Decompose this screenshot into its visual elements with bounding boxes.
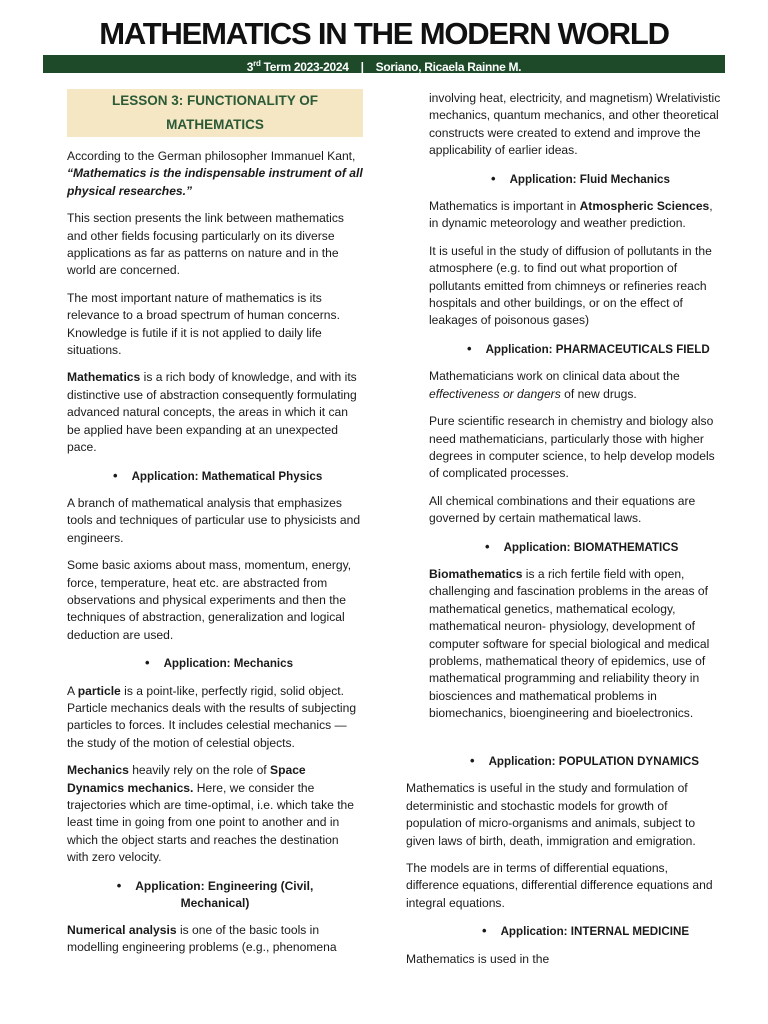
section-heading: • Application: Mathematical Physics	[113, 467, 323, 483]
paragraph: According to the German philosopher Immanuel Kant, “Mathematics is the indispensable instrument of all physical researches.”	[67, 149, 363, 198]
bullet-icon: •	[485, 538, 490, 554]
paragraph: Mathematicians work on clinical data about the effectiveness or dangers of new drugs.	[429, 369, 680, 401]
section-heading: • Application: POPULATION DYNAMICS	[470, 753, 699, 768]
header-bar	[43, 55, 725, 73]
paragraph: A particle is a point-like, perfectly rigid, solid object. Particle mechanics deals with the results of subjecting particles to forces. It includes celestial mechanics — the study of the motion of celestial objects.	[67, 683, 357, 750]
section-heading: • Application: PHARMACEUTICALS FIELD	[467, 340, 710, 356]
right-column-lower	[406, 752, 724, 978]
bullet-icon: •	[470, 753, 475, 768]
bullet-icon: •	[491, 170, 496, 186]
paragraph: A branch of mathematical analysis that emphasizes tools and techniques of particular use to physicists and engineers.	[67, 495, 361, 545]
paragraph: Mathematics is a rich body of knowledge, and with its distinctive use of abstraction consequently formulating advanced natural concepts, the areas in which it can be applied have been expanding at an unexpected pace.	[67, 370, 357, 455]
paragraph: It is useful in the study of diffusion of pollutants in the atmosphere (e.g. to find out what proportion of pollutants emitted from chimneys or refineries reach hospitals and other buildings, or on the effect of leakages of poisonous gases)	[429, 243, 712, 328]
paragraph: Mathematics is useful in the study and formulation of deterministic and stochastic models for growth of population of micro-organisms and animals, subject to given laws of birth, death, immigration and emigration.	[406, 781, 696, 848]
section-heading: • Application: INTERNAL MEDICINE	[482, 923, 690, 939]
lesson-title-line1: LESSON 3: FUNCTIONALITY OF	[111, 93, 318, 108]
lesson-title-line2: MATHEMATICS	[166, 117, 264, 132]
paragraph: Numerical analysis is one of the basic tools in modelling engineering problems (e.g., phenomena	[67, 922, 337, 955]
bullet-icon: •	[116, 877, 122, 893]
paragraph: involving heat, electricity, and magnetism) Wrelativistic mechanics, quantum mechanics, and other theoretical constructs were created to extend and improve the applicability of earlier ideas.	[429, 91, 721, 158]
document-title: MATHEMATICS IN THE MODERN WORLD	[99, 16, 669, 51]
bullet-icon: •	[113, 467, 118, 483]
paragraph: Mathematics is used in the	[406, 951, 550, 966]
paragraph: Biomathematics is a rich fertile field with open, challenging and fascination problems in the areas of mathematical genetics, mathematical ecology, mathematical neuron- physiology, development of computer software for special biological and medical problems, mathematical theory of epidemics, use of mathematical programming and reliability theory in biosciences and mathematical problems in biomechanics, bioengineering and bioelectronics.	[429, 566, 710, 721]
kant-quote: “Mathematics is the indispensable instrument of all physical researches.”	[67, 166, 363, 198]
paragraph: The models are in terms of differential equations, difference equations, differential difference equations and integral equations.	[406, 861, 713, 910]
left-column	[67, 148, 363, 966]
paragraph: Mechanics heavily rely on the role of Space Dynamics mechanics. Here, we consider the trajectories which are time-optimal, i.e. which take the least time in going from one point to another and in which the object starts and reaches the destination with zero velocity.	[67, 763, 355, 865]
author-name: Soriano, Ricaela Rainne M.	[375, 60, 522, 74]
paragraph: Pure scientific research in chemistry and biology also need mathematicians, particularly those with higher degrees in computer science, to help develop models of complicated processes.	[429, 414, 715, 481]
paragraph: The most important nature of mathematics is its relevance to a broad spectrum of human concerns. Knowledge is futile if it is not applied to daily life situations.	[67, 290, 340, 358]
header-separator: |	[360, 60, 364, 74]
section-heading: • Application: Mechanics	[145, 655, 294, 671]
term-label: 3rd Term 2023-2024	[246, 59, 349, 74]
paragraph: Some basic axioms about mass, momentum, energy, force, temperature, heat etc. are abstracted from observations and physical experiments and then the techniques of abstraction, generalization and logical deduction are used.	[67, 558, 352, 642]
section-heading: • Application: Fluid Mechanics	[491, 170, 670, 186]
paragraph: This section presents the link between mathematics and other fields focusing particularly on its diverse applications as far as patterns on nature and in the world are concerned.	[67, 211, 344, 278]
lesson-title-box	[67, 89, 363, 137]
paragraph: All chemical combinations and their equations are governed by certain mathematical laws.	[429, 493, 696, 526]
paragraph: Mathematics is important in Atmospheric Sciences, in dynamic meteorology and weather prediction.	[429, 199, 713, 231]
section-heading: • Application: BIOMATHEMATICS	[485, 538, 679, 554]
bullet-icon: •	[145, 655, 150, 671]
section-heading: • Application: Engineering (Civil, Mechanical)	[116, 877, 314, 910]
bullet-icon: •	[467, 340, 472, 356]
bullet-icon: •	[482, 923, 487, 939]
right-column-upper	[429, 90, 721, 733]
